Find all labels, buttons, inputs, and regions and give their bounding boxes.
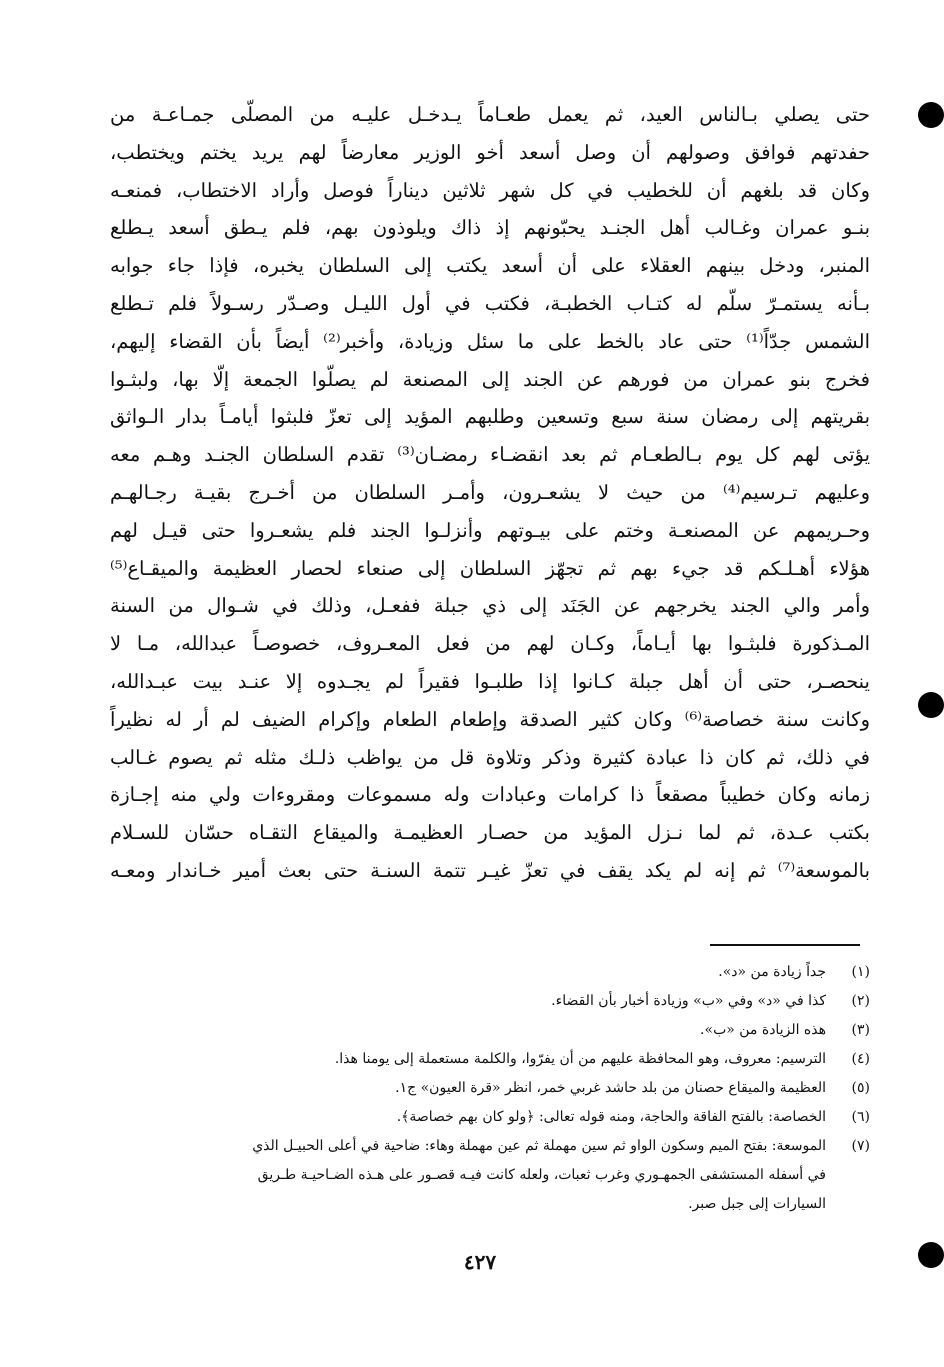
footnote-text: كذا في «د» وفي «ب» وزيادة أخبار بأن القضاء. <box>551 993 826 1009</box>
text-line: في ذلك، ثم كان ذا عبادة كثيرة وذكر وتلاوة قل من يواظب ذلـك مثله ثم يصوم غـالب <box>110 745 870 769</box>
text-line: زمانه وكان خطيباً مصقعاً ذا كرامات وعبادات وله مسموعات ومقروءات ولي منه إجـازة <box>110 783 870 807</box>
footnote-number: (٤) <box>851 1051 870 1067</box>
text-line: بالموسعة⁽⁷⁾ ثم إنه لم يكد يقف في تعزّ غيـر تتمة السنـة حتى بعث أمير خـاندار ومعـه <box>110 858 870 882</box>
text-line: فخرج بنو عمران من فورهم عن الجند إلى المصنعة لم يصلّوا الجمعة إلّا بها، ولبثـوا <box>110 367 870 391</box>
footnote-continuation: في أسفله المستشفى الجمهـوري وغرب ثعبات، ولعله كانت فيـه قصـور على هـذه الضـاحيـة طـريق <box>257 1167 826 1183</box>
footnote-text: الموسعة: بفتح الميم وسكون الواو ثم سين مهملة ثم عين مهملة وهاء: ضاحية في أعلى الحبيـل الذي <box>252 1138 826 1154</box>
text-line: بقريتهم إلى رمضان سنة سبع وتسعين وطلبهم المؤيد إلى تعزّ فلبثوا أيامـاً بدار الـواثق <box>110 405 870 429</box>
footnote-continuation: السيارات إلى جبل صبر. <box>688 1196 826 1212</box>
text-line: وحـريمهم عن المصنعـة وختم على بيـوتهم وأنزلـوا الجند فلم يشعـروا حتى قيـل لهم <box>110 518 870 542</box>
footnote-number: (٢) <box>851 993 870 1009</box>
margin-dot-icon <box>918 1242 944 1268</box>
footnote-number: (٥) <box>851 1080 870 1096</box>
text-line: وأمر والي الجند يخرجهم عن الجَنَد إلى ذي جبلة ففعـل، وذلك في شـوال من السنة <box>110 594 870 618</box>
footnotes <box>110 958 870 1219</box>
text-line: بكتب عـدة، ثم لما نـزل المؤيد من حصـار العظيمـة والميقاع التقـاه حسّان للسـلام <box>110 821 870 845</box>
text-line: الشمس جدّاً⁽¹⁾ حتى عاد بالخط على ما سئل وزيادة، وأخبر⁽²⁾ أيضاً بأن القضاء إليهم، <box>110 329 870 353</box>
footnote-number: (١) <box>851 964 870 980</box>
text-line: المـذكورة فلبثـوا بها أيـاماً، وكـان لهم من فعل المعـروف، خصوصـاً عبدالله، مـا لا <box>110 632 870 656</box>
footnote-text: هذه الزيادة من «ب». <box>700 1022 826 1038</box>
footnote <box>110 1074 870 1103</box>
main-text <box>110 96 870 890</box>
footnote-text: الترسيم: معروف، وهو المحافظة عليهم من أن يفرّوا، والكلمة مستعملة إلى يومنا هذا. <box>334 1051 826 1067</box>
footnote-text: العظيمة والميقاع حصنان من بلد حاشد غربي خمر، انظر «قرة العيون» ج١. <box>395 1080 826 1096</box>
margin-dot-icon <box>918 692 944 718</box>
footnote-text: جداً زيادة من «د». <box>718 964 826 980</box>
text-line: هؤلاء أهـلـكم قد جيء بهم ثم تجهّز السلطان إلى صنعاء لحصار العظيمة والميقـاع⁽⁵⁾ <box>110 556 870 580</box>
text-line: وعليهم تـرسيم⁽⁴⁾ من حيث لا يشعـرون، وأمـر السلطان من أخـرج بقيـة رجـالهـم <box>110 480 870 504</box>
text-line: وكانت سنة خصاصة⁽⁶⁾ وكان كثير الصدقة وإطعام الطعام وإكرام الضيف لم أر له نظيراً <box>110 707 870 731</box>
page-number: ٤٢٧ <box>463 1250 497 1274</box>
footnote <box>110 1045 870 1074</box>
text-line: ينحصـر، حتى أن أهل جبلة كـانوا إذا طلبـوا فقيراً لم يجـدوه إلا عنـد بيت عبـدالله، <box>110 669 870 693</box>
footnote <box>110 987 870 1016</box>
text-line: حتى يصلي بـالناس العيد، ثم يعمل طعـاماً يـدخـل عليـه من المصلّى جمـاعـة من <box>110 103 870 126</box>
footnote-number: (٣) <box>851 1022 870 1038</box>
margin-dot-icon <box>918 102 944 128</box>
footnote <box>110 1132 870 1161</box>
text-line: بـأنه يستمـرّ سلّم له كتـاب الخطبـة، فكتب في أول الليـل وصـدّر رسـولاً فلم تـطلع <box>110 291 870 315</box>
text-line: وكان قد بلغهم أن للخطيب في كل شهر ثلاثين ديناراً فوصل وأراد الاختطاب، فمنعـه <box>110 178 870 202</box>
text-line: حفدتهم فوافق وصولهم أن وصل أسعد أخو الوزير معارضاً لهم يريد يختم ويختطب، <box>110 140 870 164</box>
footnote <box>110 1103 870 1132</box>
text-line: المنبر، ودخل بينهم العقلاء على أن أسعد يكتب إلى السلطان يخبره، فإذا جاء جوابه <box>110 254 870 278</box>
text-line: بنـو عمران وغـالب أهل الجنـد يحبّونهم إذ ذاك ويلوذون بهم، فلم يـطق أسعد يـطلع <box>110 216 870 240</box>
footnote-text: الخصاصة: بالفتح الفاقة والحاجة، ومنه قوله تعالى: ﴿ولو كان بهم خصاصة﴾. <box>396 1109 826 1125</box>
footnote-number: (٧) <box>851 1138 870 1154</box>
footnote <box>110 958 870 987</box>
footnote-separator <box>710 944 860 946</box>
footnote-number: (٦) <box>851 1109 870 1125</box>
text-line: يؤتى لهم كل يوم بـالطعـام ثم بعد انقضـاء رمضـان⁽³⁾ تقدم السلطان الجنـد وهـم معه <box>110 443 870 467</box>
footnote <box>110 1016 870 1045</box>
